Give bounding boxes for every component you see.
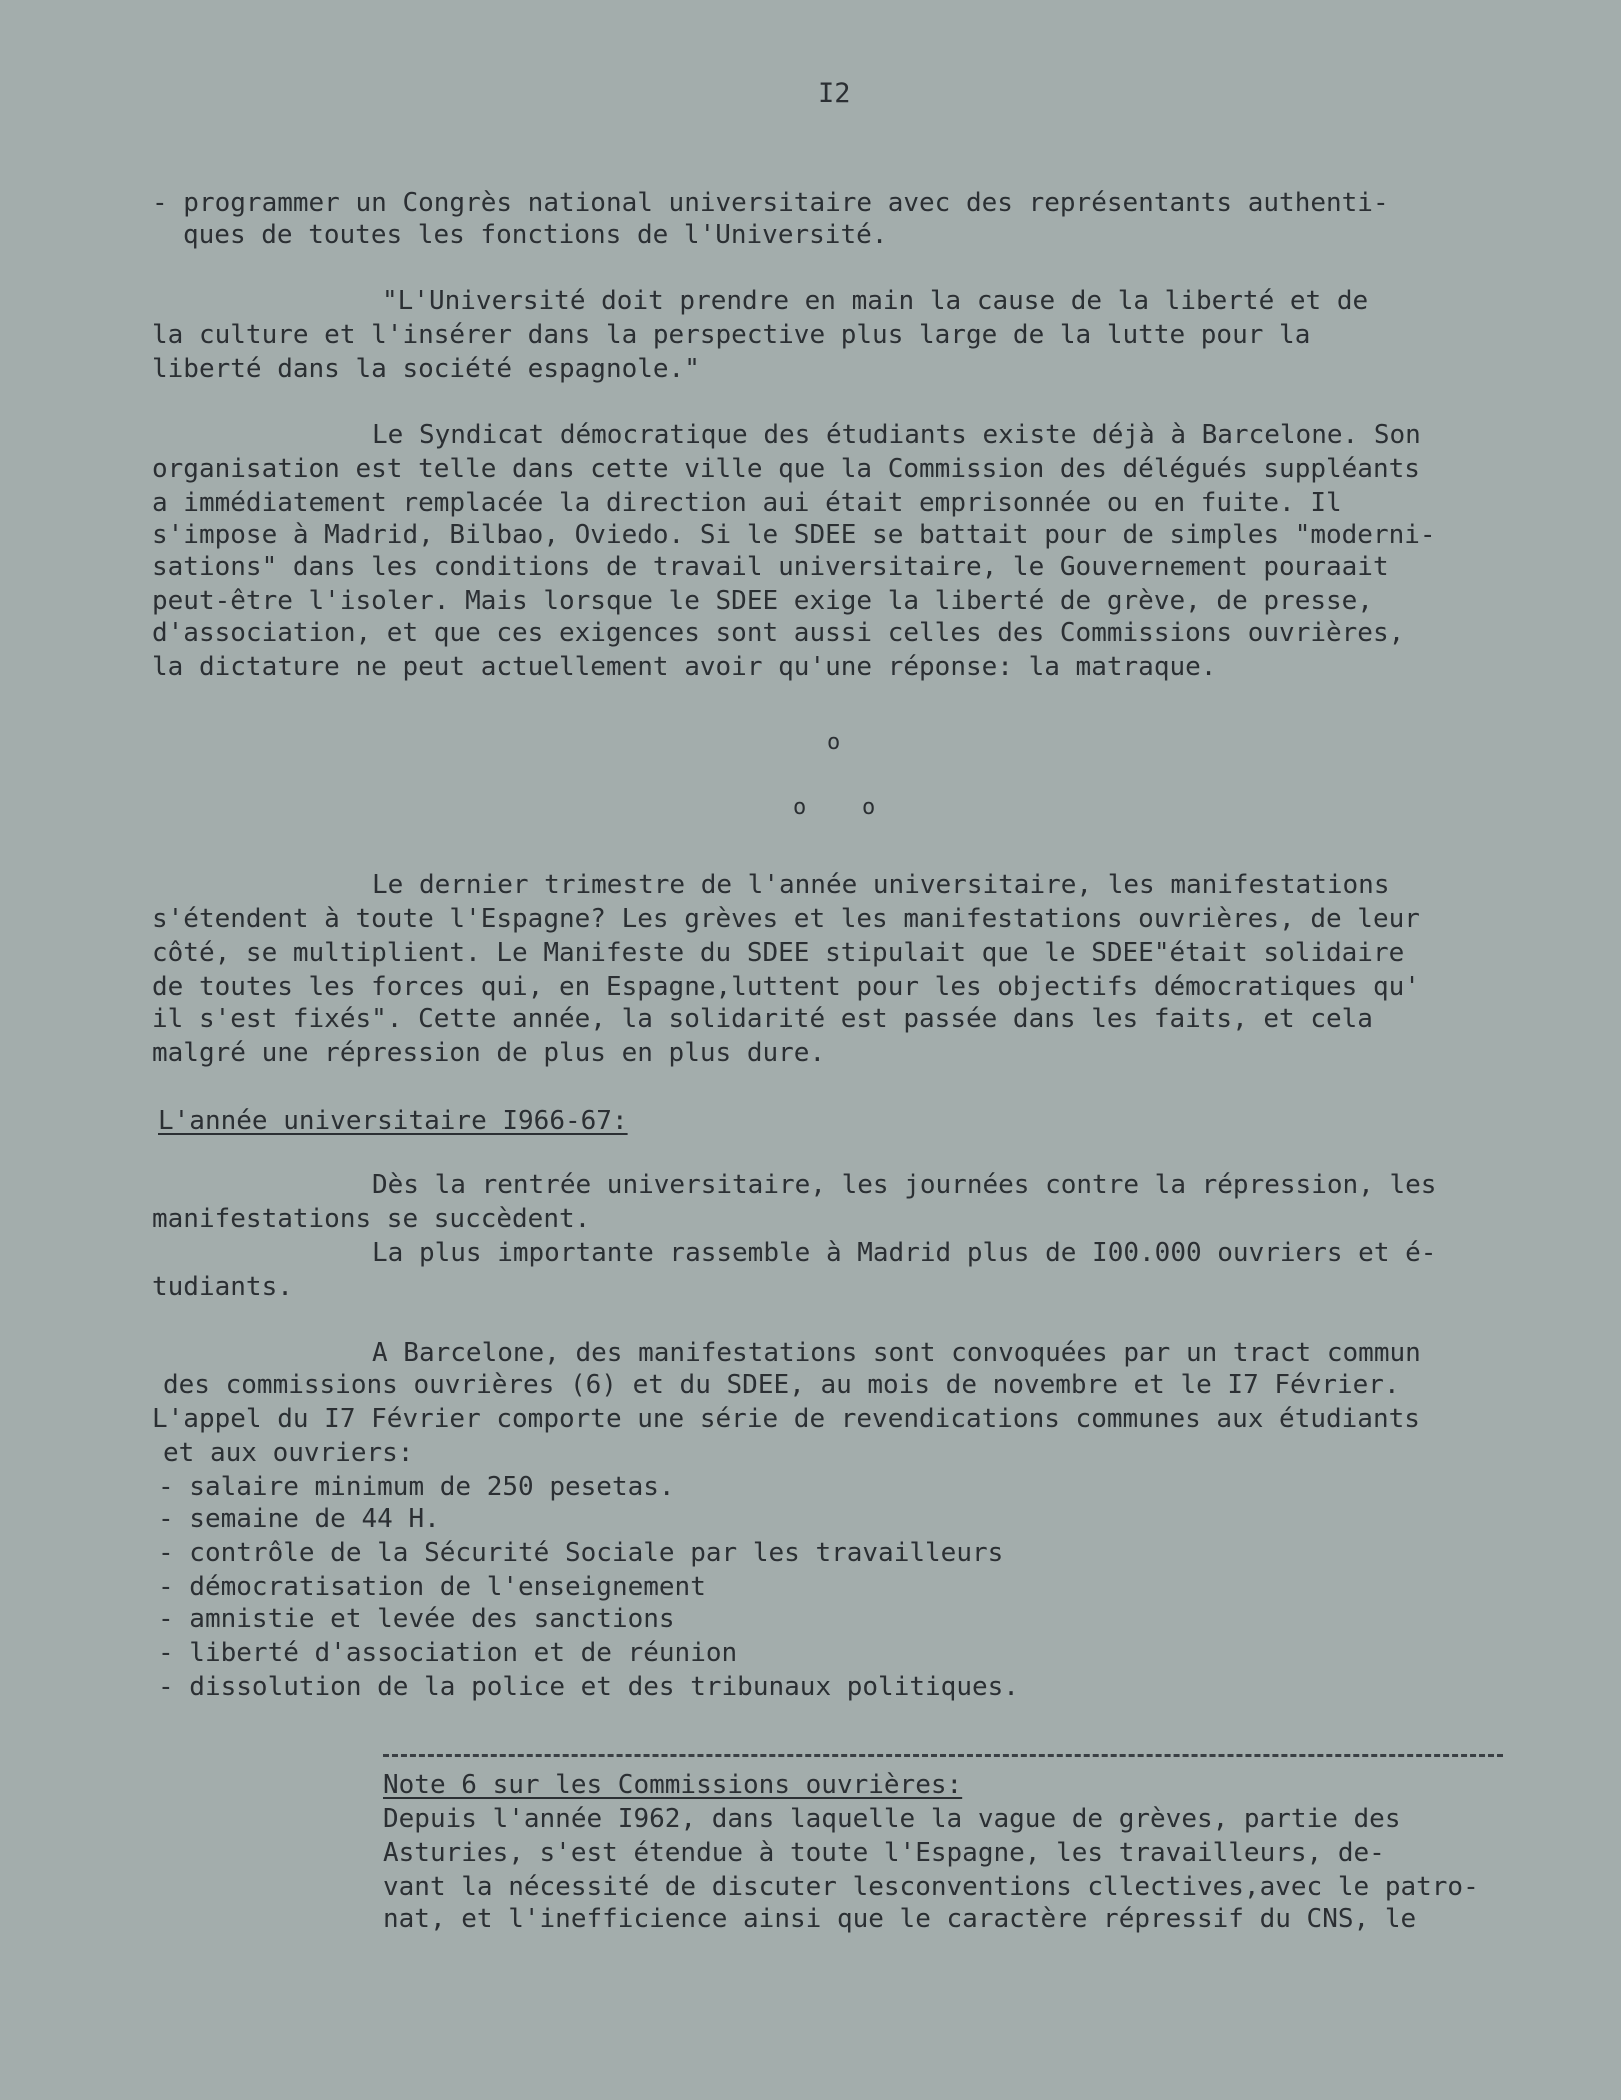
- text-line: la culture et l'insérer dans la perspective plus large de la lutte pour la: [152, 320, 1311, 350]
- text-line: Dès la rentrée universitaire, les journées contre la répression, les: [372, 1170, 1437, 1200]
- ornament-right: o: [862, 795, 876, 820]
- ornament-top: o: [827, 730, 841, 755]
- text-line: peut-être l'isoler. Mais lorsque le SDEE exige la liberté de grève, de presse,: [152, 586, 1373, 616]
- text-line: et aux ouvriers:: [163, 1438, 414, 1468]
- text-line: des commissions ouvrières (6) et du SDEE, au mois de novembre et le I7 Février.: [163, 1370, 1400, 1400]
- text-line: vant la nécessité de discuter lesconventions cllectives,avec le patro-: [383, 1872, 1479, 1902]
- ornament-left: o: [793, 795, 807, 820]
- text-line: - semaine de 44 H.: [158, 1504, 440, 1534]
- text-line: - dissolution de la police et des tribunaux politiques.: [158, 1672, 1019, 1702]
- text-line: Depuis l'année I962, dans laquelle la vague de grèves, partie des: [383, 1804, 1401, 1834]
- text-line: il s'est fixés". Cette année, la solidarité est passée dans les faits, et cela: [152, 1004, 1373, 1034]
- text-line: L'appel du I7 Février comporte une série de revendications communes aux étudiants: [152, 1404, 1420, 1434]
- section-heading: L'année universitaire I966-67:: [158, 1106, 628, 1136]
- text-line: - liberté d'association et de réunion: [158, 1638, 738, 1668]
- note-heading: Note 6 sur les Commissions ouvrières:: [383, 1770, 963, 1800]
- text-line: d'association, et que ces exigences sont aussi celles des Commissions ouvrières,: [152, 618, 1405, 648]
- text-line: - programmer un Congrès national universitaire avec des représentants authenti-: [152, 188, 1389, 218]
- text-line: Le Syndicat démocratique des étudiants existe déjà à Barcelone. Son: [372, 420, 1421, 450]
- text-line: nat, et l'inefficience ainsi que le caractère répressif du CNS, le: [383, 1904, 1417, 1934]
- text-line: ques de toutes les fonctions de l'Université.: [183, 220, 888, 250]
- text-line: tudiants.: [152, 1272, 293, 1302]
- text-line: la dictature ne peut actuellement avoir qu'une réponse: la matraque.: [152, 652, 1217, 682]
- text-line: La plus importante rassemble à Madrid plus de I00.000 ouvriers et é-: [372, 1238, 1437, 1268]
- text-line: - salaire minimum de 250 pesetas.: [158, 1472, 675, 1502]
- text-line: manifestations se succèdent.: [152, 1204, 591, 1234]
- text-line: organisation est telle dans cette ville que la Commission des délégués suppléants: [152, 454, 1420, 484]
- text-line: s'impose à Madrid, Bilbao, Oviedo. Si le SDEE se battait pour de simples "moderni-: [152, 520, 1436, 550]
- footnote-separator: [383, 1754, 1503, 1757]
- text-line: Asturies, s'est étendue à toute l'Espagne, les travailleurs, de-: [383, 1838, 1385, 1868]
- text-line: - contrôle de la Sécurité Sociale par les travailleurs: [158, 1538, 1004, 1568]
- text-line: - démocratisation de l'enseignement: [158, 1572, 706, 1602]
- text-line: s'étendent à toute l'Espagne? Les grèves et les manifestations ouvrières, de leur: [152, 904, 1420, 934]
- text-line: A Barcelone, des manifestations sont convoquées par un tract commun: [372, 1338, 1421, 1368]
- text-line: a immédiatement remplacée la direction aui était emprisonnée ou en fuite. Il: [152, 488, 1342, 518]
- text-line: - amnistie et levée des sanctions: [158, 1604, 675, 1634]
- text-line: "L'Université doit prendre en main la cause de la liberté et de: [382, 286, 1369, 316]
- text-line: côté, se multiplient. Le Manifeste du SDEE stipulait que le SDEE"était solidaire: [152, 938, 1405, 968]
- text-line: de toutes les forces qui, en Espagne,luttent pour les objectifs démocratiques qu': [152, 972, 1420, 1002]
- text-line: malgré une répression de plus en plus dure.: [152, 1038, 826, 1068]
- page-number: I2: [818, 78, 851, 109]
- text-line: sations" dans les conditions de travail universitaire, le Gouvernement pouraait: [152, 552, 1389, 582]
- text-line: liberté dans la société espagnole.": [152, 354, 700, 384]
- text-line: Le dernier trimestre de l'année universitaire, les manifestations: [372, 870, 1390, 900]
